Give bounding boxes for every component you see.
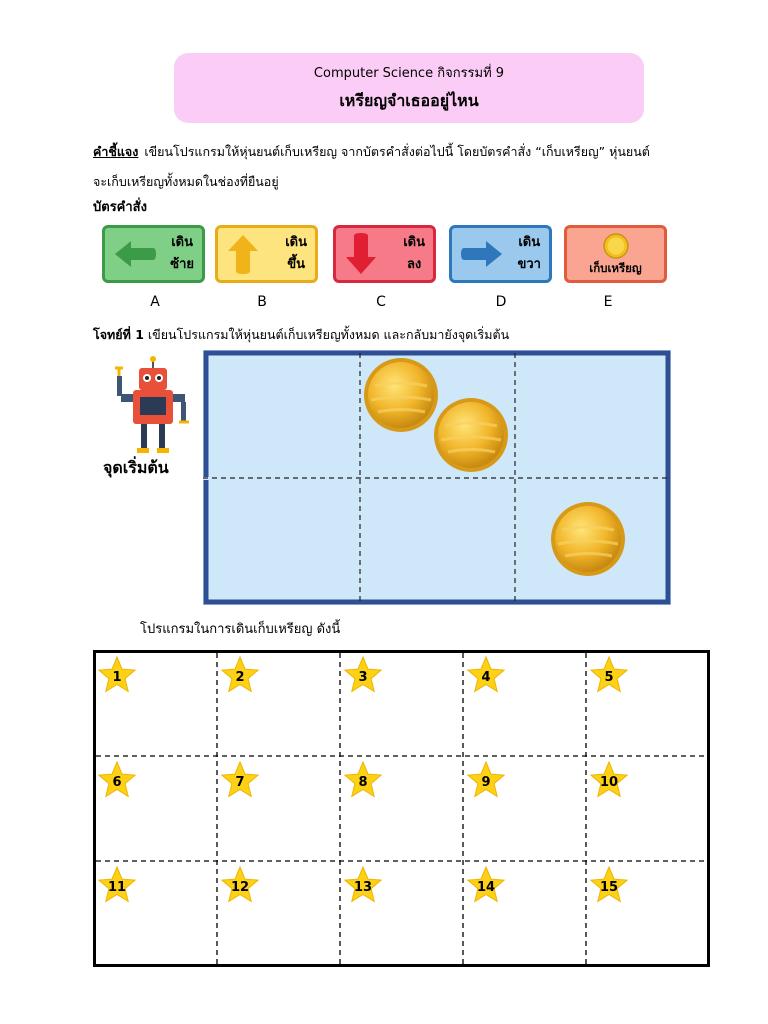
slot-number: 5: [604, 670, 614, 685]
card-collect-coin: [564, 225, 667, 283]
slot-number: 14: [476, 880, 496, 895]
card-c-line-1: เดิน: [403, 235, 425, 250]
question-text: เขียนโปรแกรมให้หุ่นยนต์เก็บเหรียญทั้งหมด และกลับมายังจุดเริ่มต้น: [147, 327, 510, 342]
cards-title: บัตรคำสั่ง: [93, 200, 147, 215]
activity-title: เหรียญจำเธออยู่ไหน: [339, 91, 479, 110]
question-label: โจทย์ที่ 1: [93, 327, 144, 342]
arrow-up-icon: [226, 233, 260, 275]
instructions-label: คำชี้แจง: [93, 144, 139, 159]
card-d-line-2: ขวา: [517, 257, 541, 272]
card-b-line-1: เดิน: [285, 235, 307, 250]
card-a-line-1: เดิน: [171, 235, 194, 250]
program-grid: [93, 650, 710, 967]
slot-number: 1: [112, 670, 122, 685]
card-letter-b: B: [257, 294, 267, 310]
slot-number: 3: [358, 670, 368, 685]
arrow-right-icon: [460, 239, 504, 269]
slot-number: 11: [107, 880, 127, 895]
slot-number: 7: [235, 775, 245, 790]
slot-number: 8: [358, 775, 368, 790]
coin-1: [364, 358, 438, 432]
program-label: โปรแกรมในการเดินเก็บเหรียญ ดังนี้: [140, 622, 341, 637]
card-walk-right: [449, 225, 552, 283]
title-banner: [174, 53, 644, 123]
card-e-line-1: เก็บเหรียญ: [589, 261, 642, 275]
card-a-line-2: ซ้าย: [170, 257, 194, 272]
instructions-line-2: จะเก็บเหรียญทั้งหมดในช่องที่ยืนอยู่: [93, 174, 279, 189]
slot-number: 13: [353, 880, 373, 895]
coin-3: [551, 502, 625, 576]
card-letter-e: E: [603, 294, 613, 310]
slot-number: 4: [481, 670, 491, 685]
card-walk-up: [215, 225, 318, 283]
robot-icon: [113, 356, 193, 456]
card-letter-a: A: [150, 294, 160, 310]
card-walk-left: [102, 225, 205, 283]
game-board: [203, 350, 671, 605]
arrow-down-icon: [344, 232, 378, 276]
slot-number: 15: [599, 880, 619, 895]
arrow-left-icon: [113, 239, 157, 269]
start-label: จุดเริ่มต้น: [103, 458, 169, 477]
question-1: [93, 325, 509, 345]
card-c-line-2: ลง: [406, 257, 422, 272]
slot-number: 12: [230, 880, 250, 895]
card-d-line-1: เดิน: [518, 235, 541, 250]
card-b-line-2: ขึ้น: [287, 257, 305, 272]
card-walk-down: [333, 225, 436, 283]
card-letter-d: D: [495, 294, 507, 310]
slot-number: 2: [235, 670, 245, 685]
activity-subtitle: Computer Science กิจกรรมที่ 9: [313, 66, 505, 81]
instructions: [93, 137, 693, 197]
slot-number: 6: [112, 775, 122, 790]
slot-number: 10: [599, 775, 619, 790]
coin-2: [434, 398, 508, 472]
instructions-line-1: เขียนโปรแกรมให้หุ่นยนต์เก็บเหรียญ จากบัตรคำสั่งต่อไปนี้ โดยบัตรคำสั่ง “เก็บเหรียญ” หุ่นยนต์: [144, 144, 650, 159]
slot-number: 9: [481, 775, 491, 790]
coin-icon: [602, 232, 630, 260]
card-letter-c: C: [376, 294, 386, 310]
